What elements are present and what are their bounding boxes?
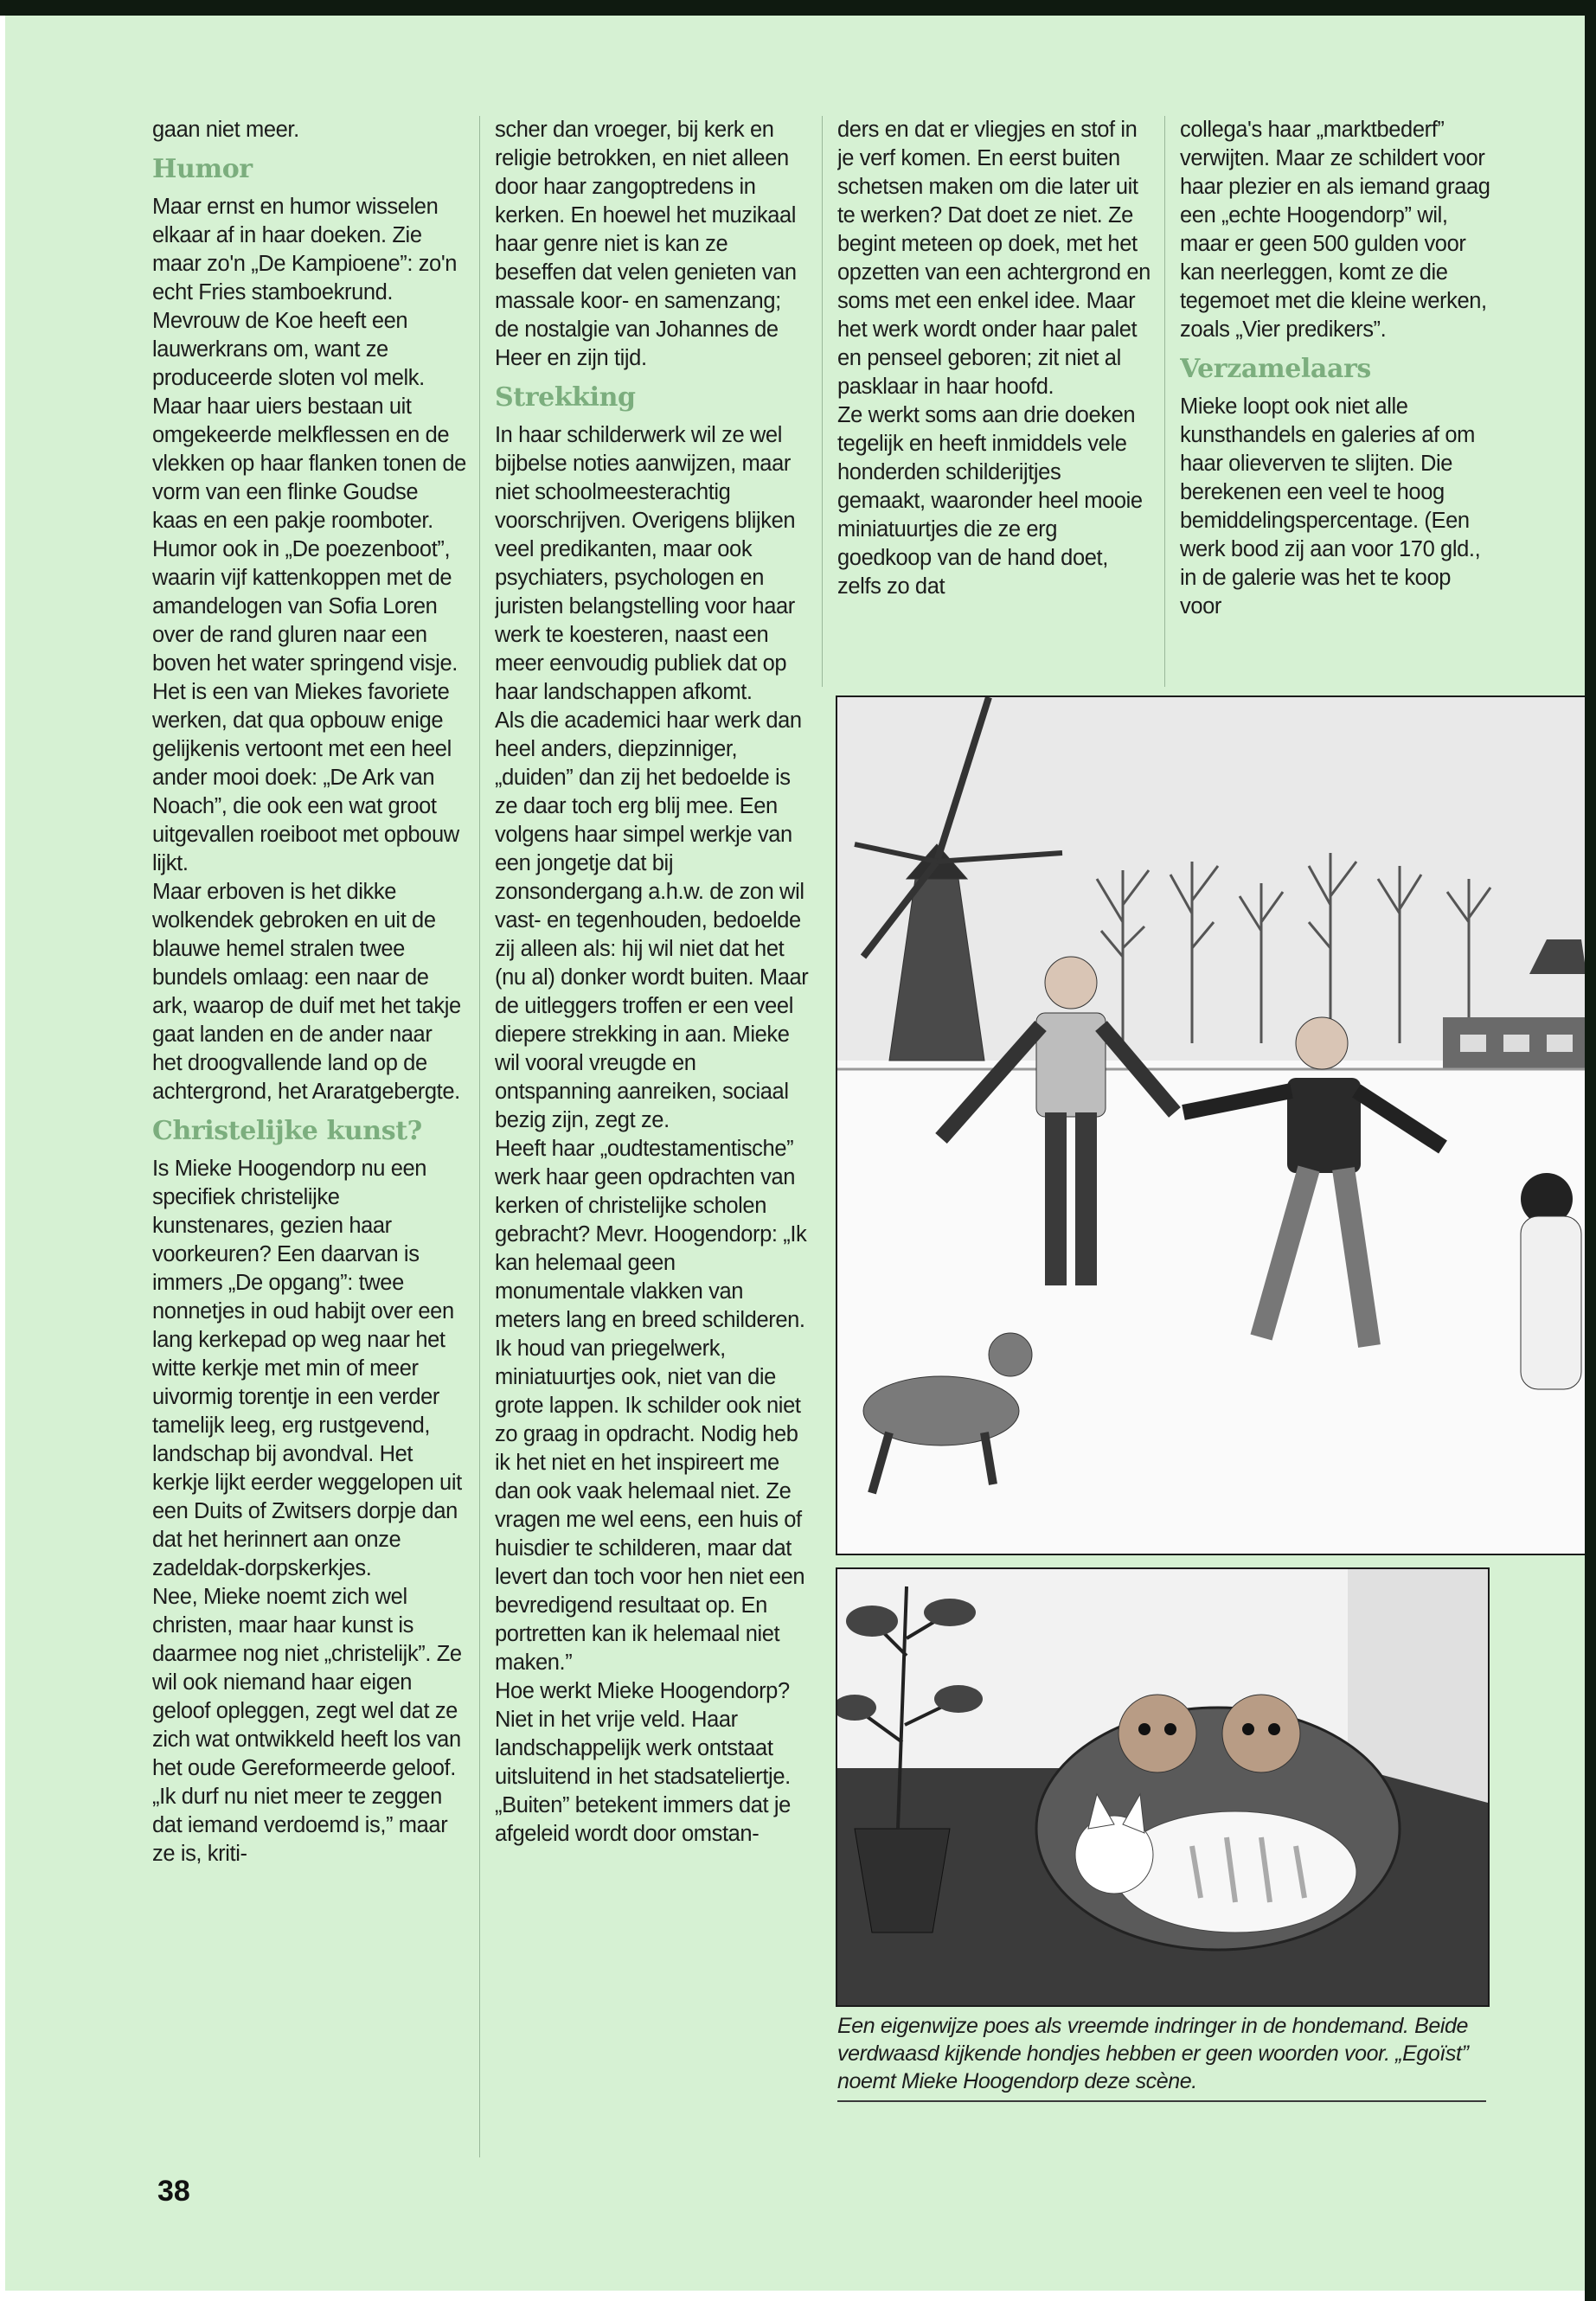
column-divider (479, 116, 480, 2157)
paragraph: scher dan vroeger, bij kerk en religie betrokken, en niet alleen door haar zangoptredens in kerken. En hoewel het muzikaal haar genre niet is kan ze beseffen dat velen genieten van massale koor- en samenzang; de nostalgie van Johannes de Heer en zijn tijd. (495, 118, 797, 370)
image-caption: Een eigenwijze poes als vreemde indringer in de hondemand. Beide verdwaasd kijkende hondjes hebben er geen woorden voor. „Egoïst” noemt Mieke Hoogendorp deze scène. (837, 2012, 1486, 2102)
text-column-2 (495, 116, 810, 2157)
paragraph: collega's haar „marktbederf” verwijten. Maar ze schildert voor haar plezier en als iemand graag een „echte Hoogendorp” wil, maar er geen 500 gulden voor kan neerleggen, komt ze die tegemoet met die kleine werken, zoals „Vier predikers”. (1180, 118, 1490, 342)
paragraph: Maar erboven is het dikke wolkendek gebroken en uit de blauwe hemel stralen twee bundels omlaag: een naar de ark, waarop de duif met het takje gaat landen en de ander naar het droogvallende land op de achtergrond, het Araratgebergte. (152, 880, 461, 1104)
paragraph: Humor ook in „De poezenboot”, waarin vijf kattenkoppen met de amandelogen van Sofia Loren over de rand gluren naar een boven het water springend visje. Het is een van Miekes favoriete werken, dat qua opbouw enige gelijkenis vertoont met een heel ander mooi doek: „De Ark van Noach”, die ook een wat groot uitgevallen roeiboot met opbouw lijkt. (152, 537, 459, 875)
subheading-strekking: Strekking (495, 382, 636, 413)
paragraph: In haar schilderwerk wil ze wel bijbelse noties aanwijzen, maar niet schoolmeesterachtig voorschrijven. Overigens blijken veel predikanten, maar ook psychiaters, psychologen en juristen belangstelling voor haar werk te koesteren, naast een meer eenvoudig publiek dat op haar landschappen afkomt. (495, 423, 796, 704)
subheading-humor: Humor (152, 154, 253, 184)
text-column-3 (837, 116, 1152, 687)
painting-winter-skaters (836, 695, 1585, 1555)
paragraph: Als die academici haar werk dan heel anders, diepzinniger, „duiden” dan zij het bedoelde is ze daar toch erg blij mee. Een volgens haar simpel werkje van een jongetje dat bij zonsondergang a.h.w. de zon wil vast- en tegenhouden, bedoelde zij alleen als: hij wil niet dat het (nu al) donker wordt buiten. Maar de uitleggers troffen er een veel diepere strekking in aan. Mieke wil vooral vreugde en ontspanning aanreiken, sociaal bezig zijn, zegt ze. (495, 708, 809, 1132)
page-right-border (1585, 0, 1596, 2301)
magazine-page (5, 16, 1585, 2291)
subheading-christelijke-kunst: Christelijke kunst? (152, 1116, 422, 1146)
subheading-verzamelaars: Verzamelaars (1180, 354, 1371, 384)
painting-cat-in-dog-basket (836, 1567, 1490, 2007)
paragraph: ders en dat er vliegjes en stof in je verf komen. En eerst buiten schetsen maken om die later uit te werken? Dat doet ze niet. Ze begint meteen op doek, met het opzetten van een achtergrond en soms met een enkel idee. Maar het werk wordt onder haar palet en penseel geboren; zit niet al pasklaar in haar hoofd. (837, 118, 1151, 399)
paragraph: Maar ernst en humor wisselen elkaar af in haar doeken. Zie maar zo'n „De Kampioene”: zo'n echt Fries stamboekrund. Mevrouw de Koe heeft een lauwerkrans om, want ze produceerde sloten vol melk. Maar haar uiers bestaan uit omgekeerde melkflessen en de vlekken op haar flanken tonen de vorm van een flinke Goudse kaas en een pakje roomboter. (152, 195, 466, 533)
paragraph: Is Mieke Hoogendorp nu een specifiek christelijke kunstenares, gezien haar voorkeuren? Een daarvan is immers „De opgang”: twee nonnetjes in oud habijt over een lang kerkepad op weg naar het witte kerkje met min of meer uivormig torentje in een verder tamelijk leeg, erg rustgevend, landschap bij avondval. Het kerkje lijkt eerder weggelopen uit een Duits of Zwitsers dorpje dan dat het herinnert aan onze zadeldak-dorpskerkjes. (152, 1157, 462, 1580)
paragraph: Mieke loopt ook niet alle kunsthandels en galeries af om haar olieverven te slijten. Die berekenen een veel te hoog bemiddelingspercentage. (Een werk bood zij aan voor 170 gld., in de galerie was het te koop voor (1180, 394, 1481, 619)
winter-scene-illustration (837, 697, 1585, 1554)
page-top-border (0, 0, 1596, 16)
text-column-4 (1180, 116, 1495, 687)
text-column-1 (152, 116, 467, 2157)
paragraph: Heeft haar „oudtestamentische” werk haar geen opdrachten van kerken of christelijke scholen gebracht? Mevr. Hoogendorp: „Ik kan helemaal geen monumentale vlakken van meters lang en breed schilderen. Ik houd van priegelwerk, miniatuurtjes ook, niet van die grote lappen. Ik schilder ook niet zo graag in opdracht. Nodig heb ik het niet en het inspireert me dan ook vaak helemaal niet. Ze vragen me wel eens, een huis of huisdier te schilderen, maar dat levert dan toch voor hen niet een bevredigend resultaat op. En portretten kan ik helemaal niet maken.” (495, 1137, 807, 1675)
column-divider (822, 116, 823, 687)
page-number: 38 (157, 2175, 190, 2208)
paragraph: Nee, Mieke noemt zich wel christen, maar haar kunst is daarmee nog niet „christelijk”. Ze wil ook niemand haar eigen geloof opleggen, zegt wel dat ze zich wat ontwikkeld heeft los van het oude Gereformeerde geloof. „Ik durf nu niet meer te zeggen dat iemand verdoemd is,” maar ze is, kriti- (152, 1585, 462, 1866)
paragraph: Hoe werkt Mieke Hoogendorp? Niet in het vrije veld. Haar landschappelijk werk ontstaat uitsluitend in het stadsateliertje. „Buiten” betekent immers dat je afgeleid wordt door omstan- (495, 1679, 791, 1846)
paragraph: gaan niet meer. (152, 118, 299, 142)
paragraph: Ze werkt soms aan drie doeken tegelijk en heeft inmiddels vele honderden schilderijtjes gemaakt, waaronder heel mooie miniatuurtjes die ze erg goedkoop van de hand doet, zelfs zo dat (837, 403, 1143, 599)
cat-and-dogs-illustration (837, 1569, 1488, 2005)
column-divider (1164, 116, 1165, 687)
